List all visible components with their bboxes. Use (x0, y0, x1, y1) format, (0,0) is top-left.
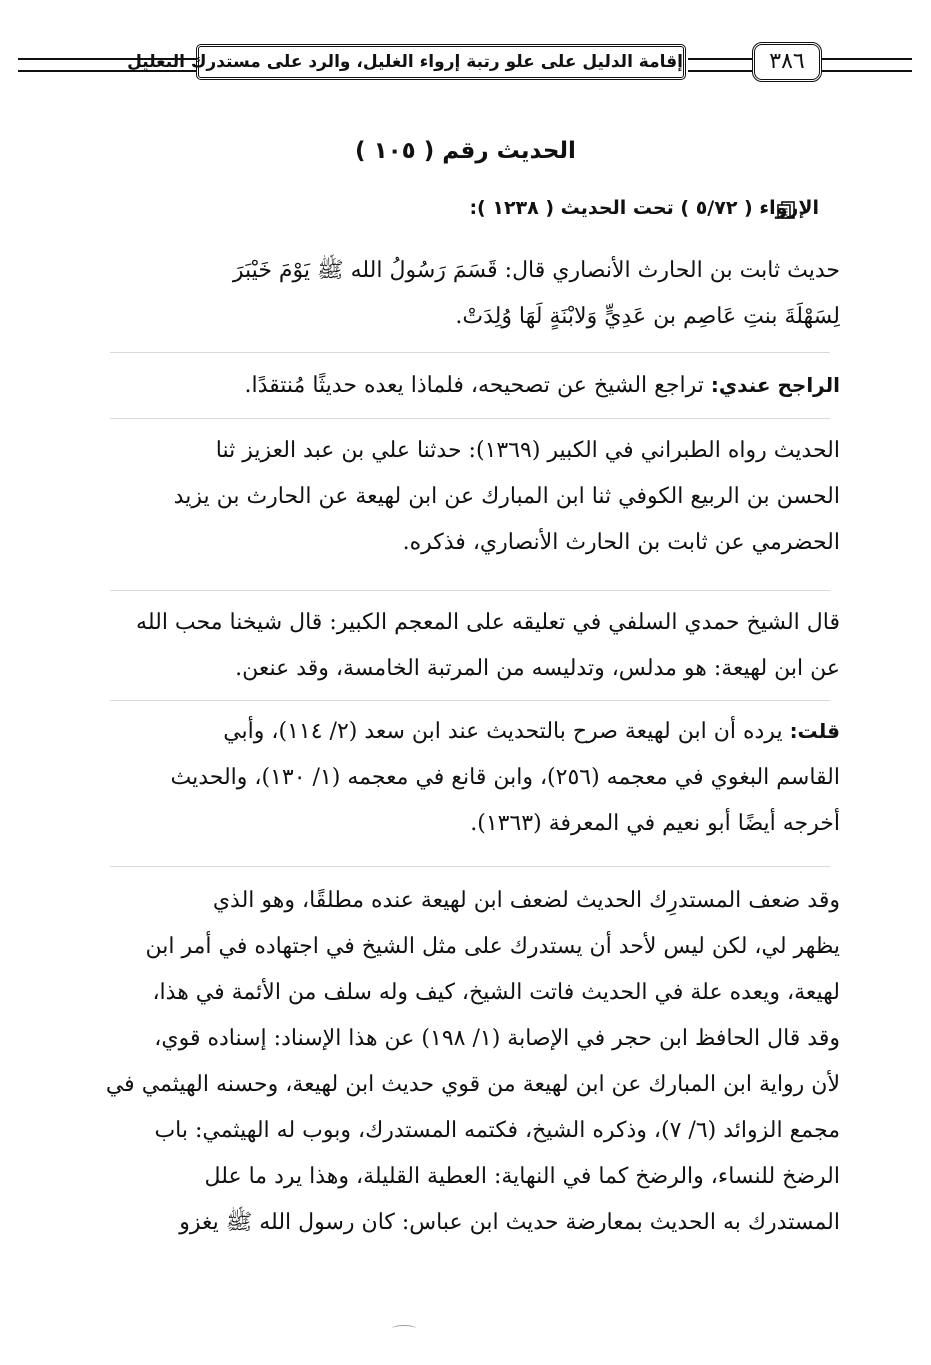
text-line: الحضرمي عن ثابت بن الحارث الأنصاري، فذكره. (402, 530, 840, 555)
header-rule (688, 70, 752, 72)
paragraph-separator (110, 590, 830, 591)
header-rule (822, 70, 912, 72)
paragraph-separator (110, 866, 830, 867)
text-line: أخرجه أيضًا أبو نعيم في المعرفة (١٣٦٣). (470, 811, 840, 836)
text-line: لهيعة، ويعده علة في الحديث فاتت الشيخ، كيف وله سلف من الأئمة في هذا، (152, 980, 840, 1005)
running-header-title: إقامة الدليل على علو رتبة إرواء الغليل، والرد على مستدرك التعليل (196, 44, 686, 80)
text-line (40, 362, 840, 409)
hadith-heading: الحديث رقم ( ١٠٥ ) (355, 138, 576, 164)
preferred-opinion-label: الراجح عندي: (710, 373, 840, 397)
footer-mark (392, 1325, 416, 1332)
hadith-text-paragraph (40, 248, 840, 340)
commentary-paragraph (40, 600, 840, 692)
paragraph-separator (110, 352, 830, 353)
text-line: حديث ثابت بن الحارث الأنصاري قال: قَسَمَ رَسُولُ الله ﷺ يَوْمَ خَيْبَرَ (232, 258, 840, 283)
text-line: لأن رواية ابن المبارك عن ابن لهيعة من قوي حديث ابن لهيعة، وحسنه الهيثمي في (105, 1072, 840, 1097)
text-line: وقد قال الحافظ ابن حجر في الإصابة (١/ ١٩٨) عن هذا الإسناد: إسناده قوي، (154, 1026, 840, 1051)
text-line: مجمع الزوائد (٦/ ٧)، وذكره الشيخ، فكتمه المستدرك، وبوب له الهيثمي: باب (154, 1118, 840, 1143)
text-line: وقد ضعف المستدرِك الحديث لضعف ابن لهيعة عنده مطلقًا، وهو الذي (212, 888, 840, 913)
paragraph-separator (110, 700, 830, 701)
preferred-opinion-paragraph (40, 362, 840, 409)
text-line: يظهر لي، لكن ليس لأحد أن يستدرك على مثل الشيخ في اجتهاده في أمر ابن (145, 934, 840, 959)
text-line: القاسم البغوي في معجمه (٢٥٦)، وابن قانع في معجمه (١/ ١٣٠)، والحديث (170, 765, 840, 790)
source-reference-line: الإرواء ( ٥/٧٢ ) تحت الحديث ( ١٢٣٨ ): (469, 197, 819, 219)
response-label: قلت: (789, 719, 840, 743)
response-paragraph (40, 708, 840, 847)
text-line: الحديث رواه الطبراني في الكبير (١٣٦٩): حدثنا علي بن عبد العزيز ثنا (215, 438, 840, 463)
text-line: عن ابن لهيعة: هو مدلس، وتدليسه من المرتبة الخامسة، وقد عنعن. (235, 656, 840, 681)
text-line (40, 708, 840, 755)
discussion-paragraph (40, 878, 840, 1246)
text-line: الحسن بن الربيع الكوفي ثنا ابن المبارك عن ابن لهيعة عن الحارث بن يزيد (173, 484, 840, 509)
text-line: الرضخ للنساء، والرضخ كما في النهاية: العطية القليلة، وهذا يرد ما علل (204, 1164, 840, 1189)
header-rule (822, 58, 912, 60)
text-line: لِسَهْلَةَ بنتِ عَاصِم بن عَدِيٍّ وَلابْنَةٍ لَهَا وُلِدَتْ. (455, 304, 840, 329)
takhrij-paragraph (40, 428, 840, 566)
text-span: تراجع الشيخ عن تصحيحه، فلماذا يعده حديثًا مُنتقدًا. (244, 373, 711, 398)
page-number: ٣٨٦ (752, 42, 822, 82)
text-line: قال الشيخ حمدي السلفي في تعليقه على المعجم الكبير: قال شيخنا محب الله (136, 610, 840, 635)
paragraph-separator (110, 418, 830, 419)
text-span: يرده أن ابن لهيعة صرح بالتحديث عند ابن سعد (٢/ ١١٤)، وأبي (223, 719, 790, 744)
text-line: المستدرك به الحديث بمعارضة حديث ابن عباس: كان رسول الله ﷺ يغزو (179, 1210, 840, 1235)
header-rule (688, 58, 752, 60)
